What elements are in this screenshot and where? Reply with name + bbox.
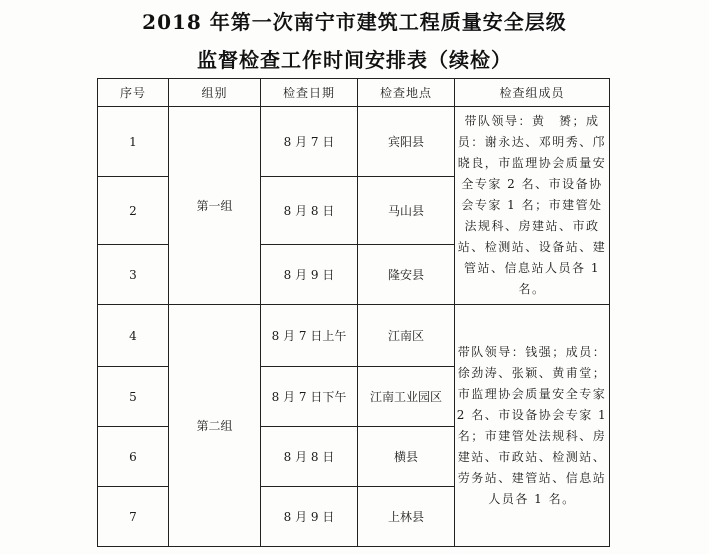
header-no: 序号 bbox=[98, 79, 169, 107]
table-row bbox=[98, 305, 610, 367]
header-group: 组别 bbox=[169, 79, 261, 107]
group-members: 带队领导：黄 赟；成员：谢永达、邓明秀、邝晓良，市监理协会质量安全专家 2 名、市设备协会专家 1 名；市建管处法规科、房建站、市政站、检测站、设备站、建管站、信息站人员各 1 名。 bbox=[455, 107, 610, 305]
document-title-line-2: 监督检查工作时间安排表（续检） bbox=[197, 48, 512, 72]
row-date: 8 月 7 日下午 bbox=[261, 367, 358, 427]
row-place: 隆安县 bbox=[358, 245, 455, 305]
row-no: 1 bbox=[98, 107, 169, 177]
row-no: 2 bbox=[98, 177, 169, 245]
table-header-row bbox=[98, 79, 610, 107]
header-members: 检查组成员 bbox=[455, 79, 610, 107]
group-name: 第二组 bbox=[169, 305, 261, 547]
row-date: 8 月 8 日 bbox=[261, 177, 358, 245]
document-title-line-1: 2018 年第一次南宁市建筑工程质量安全层级 bbox=[142, 10, 567, 34]
row-place: 上林县 bbox=[358, 487, 455, 547]
row-place: 马山县 bbox=[358, 177, 455, 245]
row-place: 江南工业园区 bbox=[358, 367, 455, 427]
header-place: 检查地点 bbox=[358, 79, 455, 107]
row-place: 江南区 bbox=[358, 305, 455, 367]
header-date: 检查日期 bbox=[261, 79, 358, 107]
row-no: 4 bbox=[98, 305, 169, 367]
inspection-schedule-table bbox=[97, 78, 610, 547]
row-date: 8 月 9 日 bbox=[261, 245, 358, 305]
row-place: 宾阳县 bbox=[358, 107, 455, 177]
row-date: 8 月 7 日上午 bbox=[261, 305, 358, 367]
group-name: 第一组 bbox=[169, 107, 261, 305]
row-no: 3 bbox=[98, 245, 169, 305]
row-no: 6 bbox=[98, 427, 169, 487]
row-date: 8 月 9 日 bbox=[261, 487, 358, 547]
row-date: 8 月 7 日 bbox=[261, 107, 358, 177]
group-members: 带队领导：钱强；成员：徐劲涛、张颖、黄甫堂；市监理协会质量安全专家 2 名、市设备协会专家 1 名；市建管处法规科、房建站、市政站、检测站、劳务站、建管站、信息站人员各 1 名。 bbox=[455, 305, 610, 547]
table-row bbox=[98, 107, 610, 177]
row-date: 8 月 8 日 bbox=[261, 427, 358, 487]
row-no: 7 bbox=[98, 487, 169, 547]
row-no: 5 bbox=[98, 367, 169, 427]
row-place: 横县 bbox=[358, 427, 455, 487]
